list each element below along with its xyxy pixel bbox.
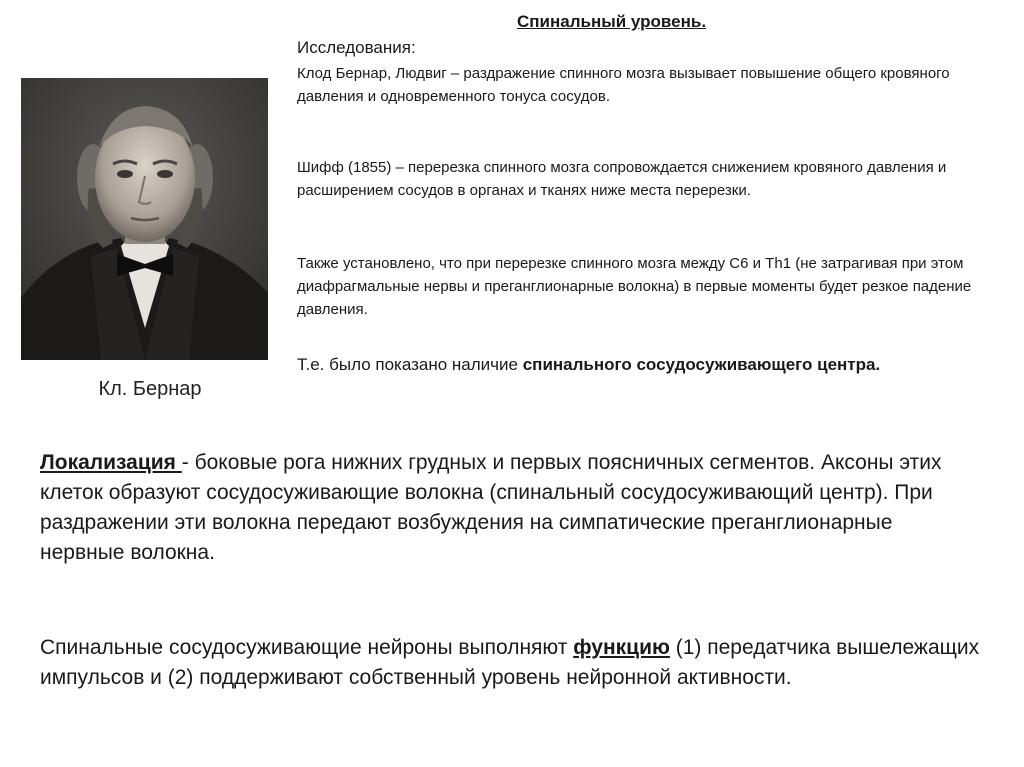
section-title: Спинальный уровень.	[517, 12, 707, 31]
localization-term: Локализация	[40, 451, 182, 474]
conclusion-bold: спинального сосудосуживающего центра.	[522, 355, 881, 374]
portrait-photo	[21, 78, 268, 360]
conclusion	[297, 352, 977, 378]
function-paragraph	[40, 633, 980, 693]
portrait-caption: Кл. Бернар	[98, 378, 202, 400]
localization-paragraph	[40, 448, 980, 568]
research-paragraph-transection: Также установлено, что при перерезке спинного мозга между С6 и Th1 (не затрагивая при этом диафрагмальные нервы и преганглионарные волокна) в первые моменты будет резкое падение давления.	[297, 255, 972, 318]
function-text: (1) передатчика вышележащих импульсов и (2) поддерживают собственный уровень нейронной активности.	[40, 636, 980, 689]
function-term: функцию	[573, 636, 670, 659]
function-lead: Спинальные сосудосуживающие нейроны выполняют	[40, 636, 574, 659]
localization-text: - боковые рога нижних грудных и первых поясничных сегментов. Аксоны этих клеток образуют сосудосуживающие волокна (спинальный сосудосуживающий центр). При раздражении эти волокна передают возбуждения на симпатические преганглионарные нервные волокна.	[40, 451, 942, 564]
research-paragraph-schiff: Шифф (1855) – перерезка спинного мозга сопровождается снижением кровяного давления и расширением сосудов в органах и тканях ниже места перерезки.	[297, 159, 947, 199]
conclusion-lead: Т.е. было показано наличие	[297, 355, 523, 374]
research-label: Исследования:	[297, 38, 416, 57]
research-paragraph-bernard: Клод Бернар, Людвиг – раздражение спинного мозга вызывает повышение общего кровяного давления и одновременного тонуса сосудов.	[297, 65, 950, 105]
